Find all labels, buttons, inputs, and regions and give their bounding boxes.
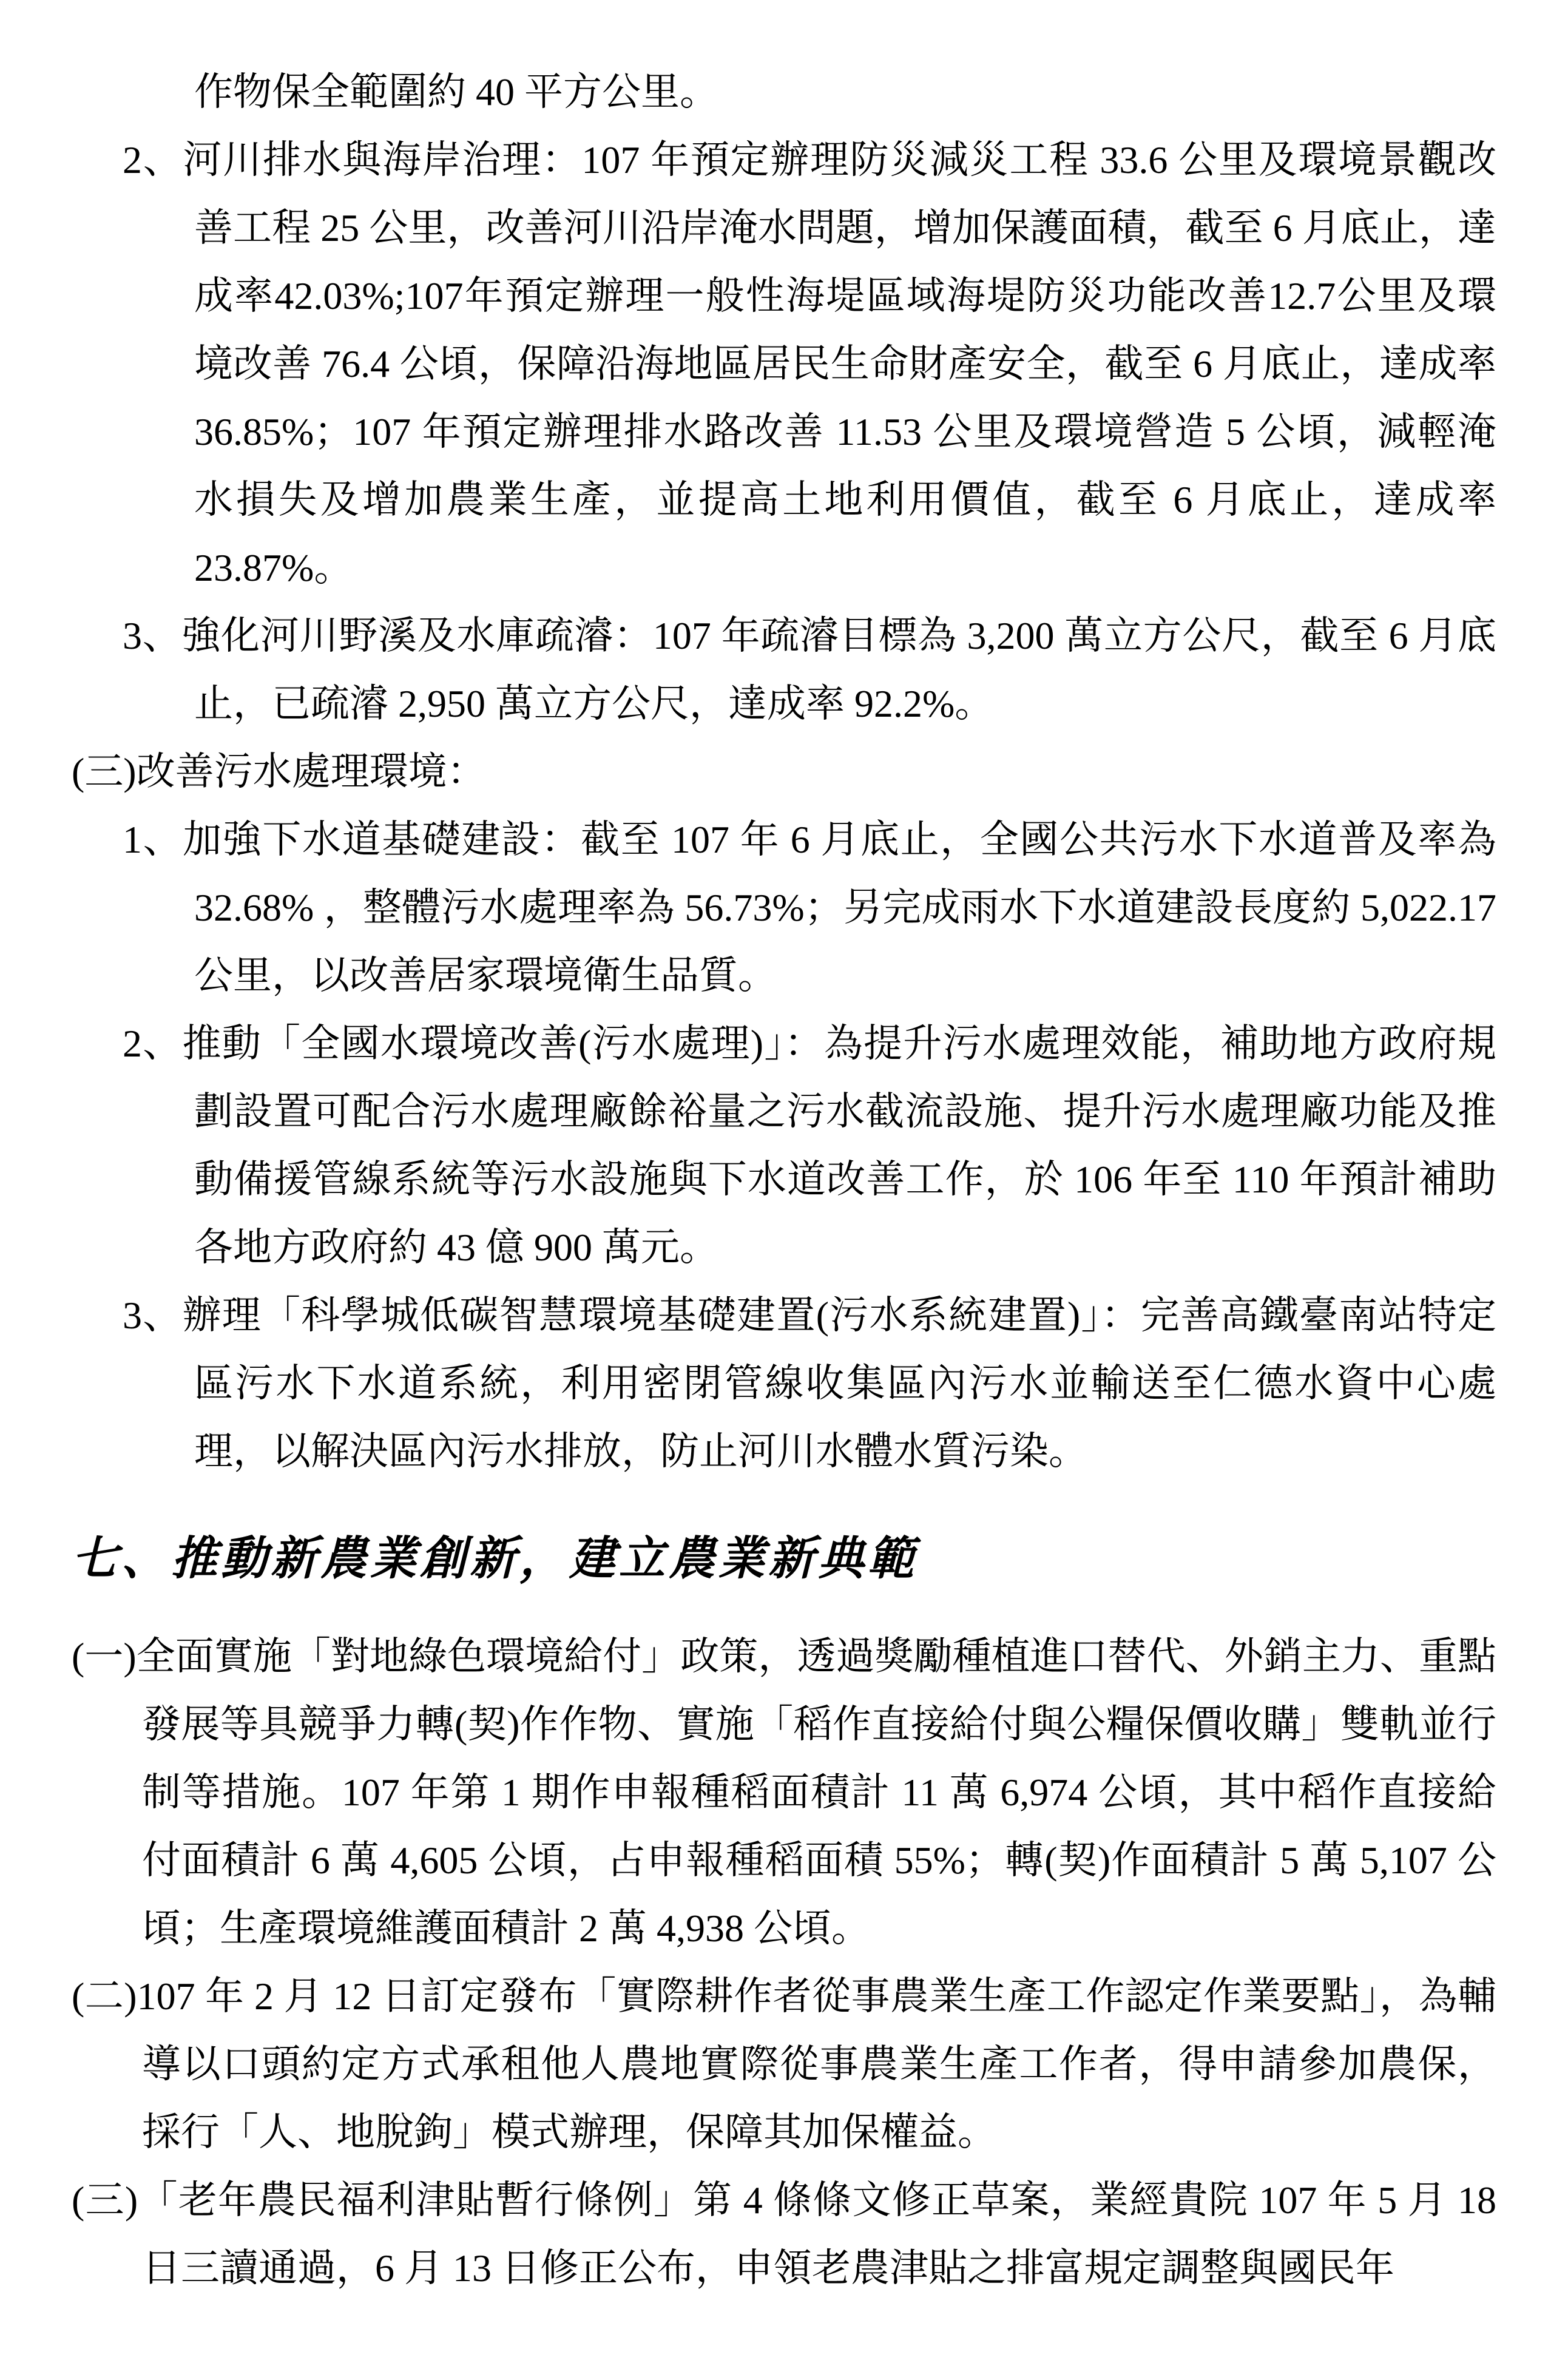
item-marker: 2、 [123, 1022, 183, 1065]
list-item-sewer-infrastructure [123, 806, 1496, 1010]
item-text: 推動「全國水環境改善(污水處理)」：為提升污水處理效能，補助地方政府規劃設置可配合污水處理廠餘裕量之污水截流設施、提升污水處理廠功能及推動備援管線系統等污水設施與下水道改善工作，於 106 年至 110 年預計補助各地方政府約 43 億 900 萬元。 [182, 1022, 1497, 1269]
item-marker: 1、 [123, 818, 183, 861]
item-text: 河川排水與海岸治理：107 年預定辦理防災減災工程 33.6 公里及環境景觀改善工程 25 公里，改善河川沿岸淹水問題，增加保護面積，截至 6 月底止，達成率42.03%;107年預定辦理一般性海堤區域海堤防災功能改善12.7公里及環境改善 76.4 公頃，保障沿海地區居民生命財產安全，截至 6 月底止，達成率 36.85%；107 年預定辦理排水路改善 11.53 公里及環境營造 5 公頃，減輕淹水損失及增加農業生產，並提高土地利用價值，截至 6 月底止，達成率 23.87%。 [183, 138, 1497, 589]
item-marker: 2、 [123, 138, 183, 181]
section-item-sewage-environment [72, 738, 1496, 806]
item-text: 加強下水道基礎建設：截至 107 年 6 月底止，全國公共污水下水道普及率為 32.68% ，整體污水處理率為 56.73%；另完成雨水下水道建設長度約 5,022.17 公里，以改善居家環境衛生品質。 [183, 818, 1496, 997]
item-text: 強化河川野溪及水庫疏濬：107 年疏濬目標為 3,200 萬立方公尺，截至 6 月底止，已疏濬 2,950 萬立方公尺，達成率 92.2%。 [181, 614, 1497, 725]
item-text: 辦理「科學城低碳智慧環境基礎建置(污水系統建置)」：完善高鐵臺南站特定區污水下水道系統，利用密閉管線收集區內污水並輸送至仁德水資中心處理，以解決區內污水排放，防止河川水體水質污染。 [182, 1294, 1497, 1473]
section-item-elderly-farmer-allowance [72, 2166, 1496, 2302]
section-text: 「老年農民福利津貼暫行條例」第 4 條條文修正草案，業經貴院 107 年 5 月 18 日三讀通過，6 月 13 日修正公布，申領老農津貼之排富規定調整與國民年 [138, 2179, 1497, 2290]
chapter-heading-new-agriculture: 七、推動新農業創新，建立農業新典範 [72, 1533, 917, 1584]
list-item-river-dredging [123, 602, 1496, 738]
item-marker: 3、 [123, 614, 182, 657]
list-item-river-drainage-coast [123, 126, 1496, 602]
section-text: 107 年 2 月 12 日訂定發布「實際耕作者從事農業生產工作認定作業要點」，為輔導以口頭約定方式承租他人農地實際從事農業生產工作者，得申請參加農保，採行「人、地脫鉤」模式辦理，保障其加保權益。 [137, 1975, 1497, 2154]
section-marker: (二) [72, 1975, 137, 2018]
section-item-green-payment-policy [72, 1623, 1496, 1963]
item-marker: 3、 [123, 1294, 183, 1337]
section-text: 改善污水處理環境： [136, 750, 486, 793]
section-marker: (三) [72, 750, 137, 793]
list-item-science-city-sewage [123, 1282, 1496, 1486]
section-marker: (一) [72, 1635, 137, 1678]
list-item-national-water-improvement [123, 1010, 1496, 1282]
paragraph-continuation-crop-protection: 作物保全範圍約 40 平方公里。 [194, 70, 718, 113]
section-item-farmer-work-recognition [72, 1963, 1496, 2166]
section-marker: (三) [72, 2179, 138, 2222]
section-text: 全面實施「對地綠色環境給付」政策，透過獎勵種植進口替代、外銷主力、重點發展等具競爭力轉(契)作作物、實施「稻作直接給付與公糧保價收購」雙軌並行制等措施。107 年第 1 期作申報種稻面積計 11 萬 6,974 公頃，其中稻作直接給付面積計 6 萬 4,605 公頃，占申報種稻面積 55%；轉(契)作面積計 5 萬 5,107 公頃；生產環境維護面積計 2 萬 4,938 公頃。 [136, 1635, 1496, 1950]
